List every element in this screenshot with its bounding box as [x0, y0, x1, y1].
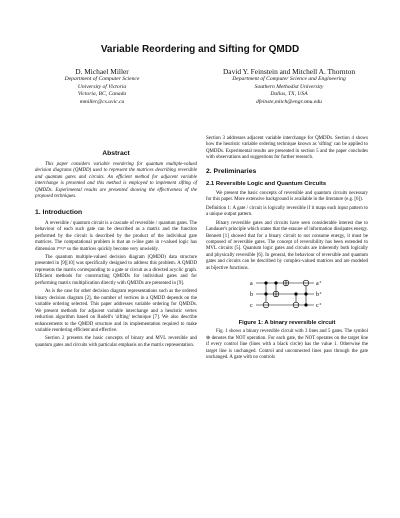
control-dot: [304, 293, 307, 296]
input-label-a: a: [250, 281, 253, 288]
author-institution: University of Victoria: [77, 83, 127, 90]
author-name: David Y. Feinstein and Mitchell A. Thornton: [222, 67, 356, 76]
control-dot: [264, 293, 267, 296]
control-dot: [304, 304, 307, 307]
left-column: [35, 150, 197, 351]
author-email: dfeinste,mitch@engr.smu.edu: [256, 98, 322, 105]
author-email: mmiller@cs.uvic.ca: [79, 98, 125, 105]
section-heading: 2. Preliminaries: [206, 167, 257, 175]
definition-paragraph: Definition 1: A gate / circuit is logically reversible if it maps each input pattern to a unique output pattern.: [206, 205, 368, 218]
body-paragraph: Section 3 addresses adjacent variable interchange for QMDDs. Section 4 shows how the heuristic variable ordering technique known as 'sifting' can be applied to QMDDs. Experimental results are presented in section 5 and the paper concludes with observations and suggestions for further research.: [206, 136, 368, 161]
body-paragraph: Section 2 presents the basic concepts of binary and MVL reversible and quantum gates and circuits with particular emphasis on the matrix representation.: [35, 336, 197, 348]
input-label-b: b: [250, 292, 253, 299]
output-label-c: c⁺: [316, 303, 322, 310]
author-block-2: [205, 67, 373, 106]
input-label-c: c: [250, 303, 253, 310]
control-dot: [264, 282, 267, 285]
reversible-circuit-diagram: [246, 276, 328, 314]
body-paragraph: The quantum multiple-valued decision diagram (QMDD) data structure presented in [9][10] was specifically designed to address this problem. A QMDD represents the matrix corresponding to a gate or circuit as a directed acyclic graph. Efficient methods for constructing QMDDs for individual gates and for performing matrix multiplication directly with QMDDs are presented in [9].: [35, 254, 197, 286]
body-paragraph: We present the basic concepts of reversible and quantum circuits necessary for this paper. More extensive background is available in the literature (e.g. [6]).: [206, 190, 368, 203]
section-heading: 1. Introduction: [35, 208, 83, 216]
abstract-heading: Abstract: [102, 150, 130, 157]
right-column: [206, 136, 368, 364]
author-department: Department of Computer Science: [64, 76, 140, 82]
body-paragraph: Binary reversible gates and circuits have seen considerable interest due to Landauer's principle which states that the erasure of information dissipates energy. Bennett [1] showed that for a binary circuit to not consume energy, it must be composed of reversible gates. The concept of reversibility has been extended to MVL circuits [5]. Quantum logic gates and circuits are inherently both logically and physically reversible [6]. In general, the behaviour of reversible and quantum gates and circuits can be described by complex-valued matrices and are modeled as bijective functions.: [206, 220, 368, 271]
figure-1: [206, 276, 368, 326]
author-department: Department of Computer Science and Engineering: [232, 76, 346, 82]
control-dot: [274, 282, 277, 285]
author-name: D. Michael Miller: [75, 67, 129, 76]
paper-title: Variable Reordering and Sifting for QMDD: [100, 44, 300, 55]
author-block-1: [18, 67, 186, 106]
figure-caption: Figure 1: A binary reversible circuit: [238, 320, 336, 327]
control-dot: [294, 293, 297, 296]
author-location: Dallas, TX, USA: [270, 91, 308, 98]
body-paragraph: Fig. 1 shows a binary reversible circuit with 3 lines and 5 gates. The symbol ⊕ denotes the NOT operation. For each gate, the NOT operates on the target line if every control line (lines with a black circle) has the value 1. Otherwise the target line is unchanged. Control and unconnected lines pass through the gate unchanged. A gate with no controls: [206, 329, 368, 361]
output-label-b: b⁺: [316, 292, 323, 299]
body-paragraph: As is the case for other decision diagram representations such as the ordered binary decision diagram [2], the number of vertices in a QMDD depends on the variable ordering selected. This paper addresses variable ordering for QMDDs. We present methods for adjacent variable interchange and a heuristic vertex reduction algorithm based on Rudell's 'sifting' technique [7]. We also describe enhancements to the QMDD structure and its implementation required to make variable reordering efficient and effective.: [35, 289, 197, 333]
output-label-a: a⁺: [316, 281, 322, 288]
author-location: Victoria, BC, Canada: [77, 91, 127, 98]
author-institution: Southern Methodist University: [254, 83, 324, 90]
abstract-text: This paper considers variable reordering for quantum multiple-valued decision diagrams (QMDD) used to represent the matrices describing reversible and quantum gates and circuits. An efficient method for adjacent variable interchange is presented and this method is employed to implement sifting of QMDDs. Experimental results are presented showing the effectiveness of the proposed techniques.: [35, 162, 197, 200]
subsection-heading: 2.1 Reversible Logic and Quantum Circuits: [206, 180, 327, 187]
body-paragraph: A reversible / quantum circuit is a cascade of reversible / quantum gates. The behaviour of each such gate can be described as a matrix and the function performed by the circuit is described by the product of the individual gate matrices. The computational problem is that an n-line gate in r-valued logic has dimension rⁿ×rⁿ so the matrices quickly become very unwieldy.: [35, 220, 197, 252]
